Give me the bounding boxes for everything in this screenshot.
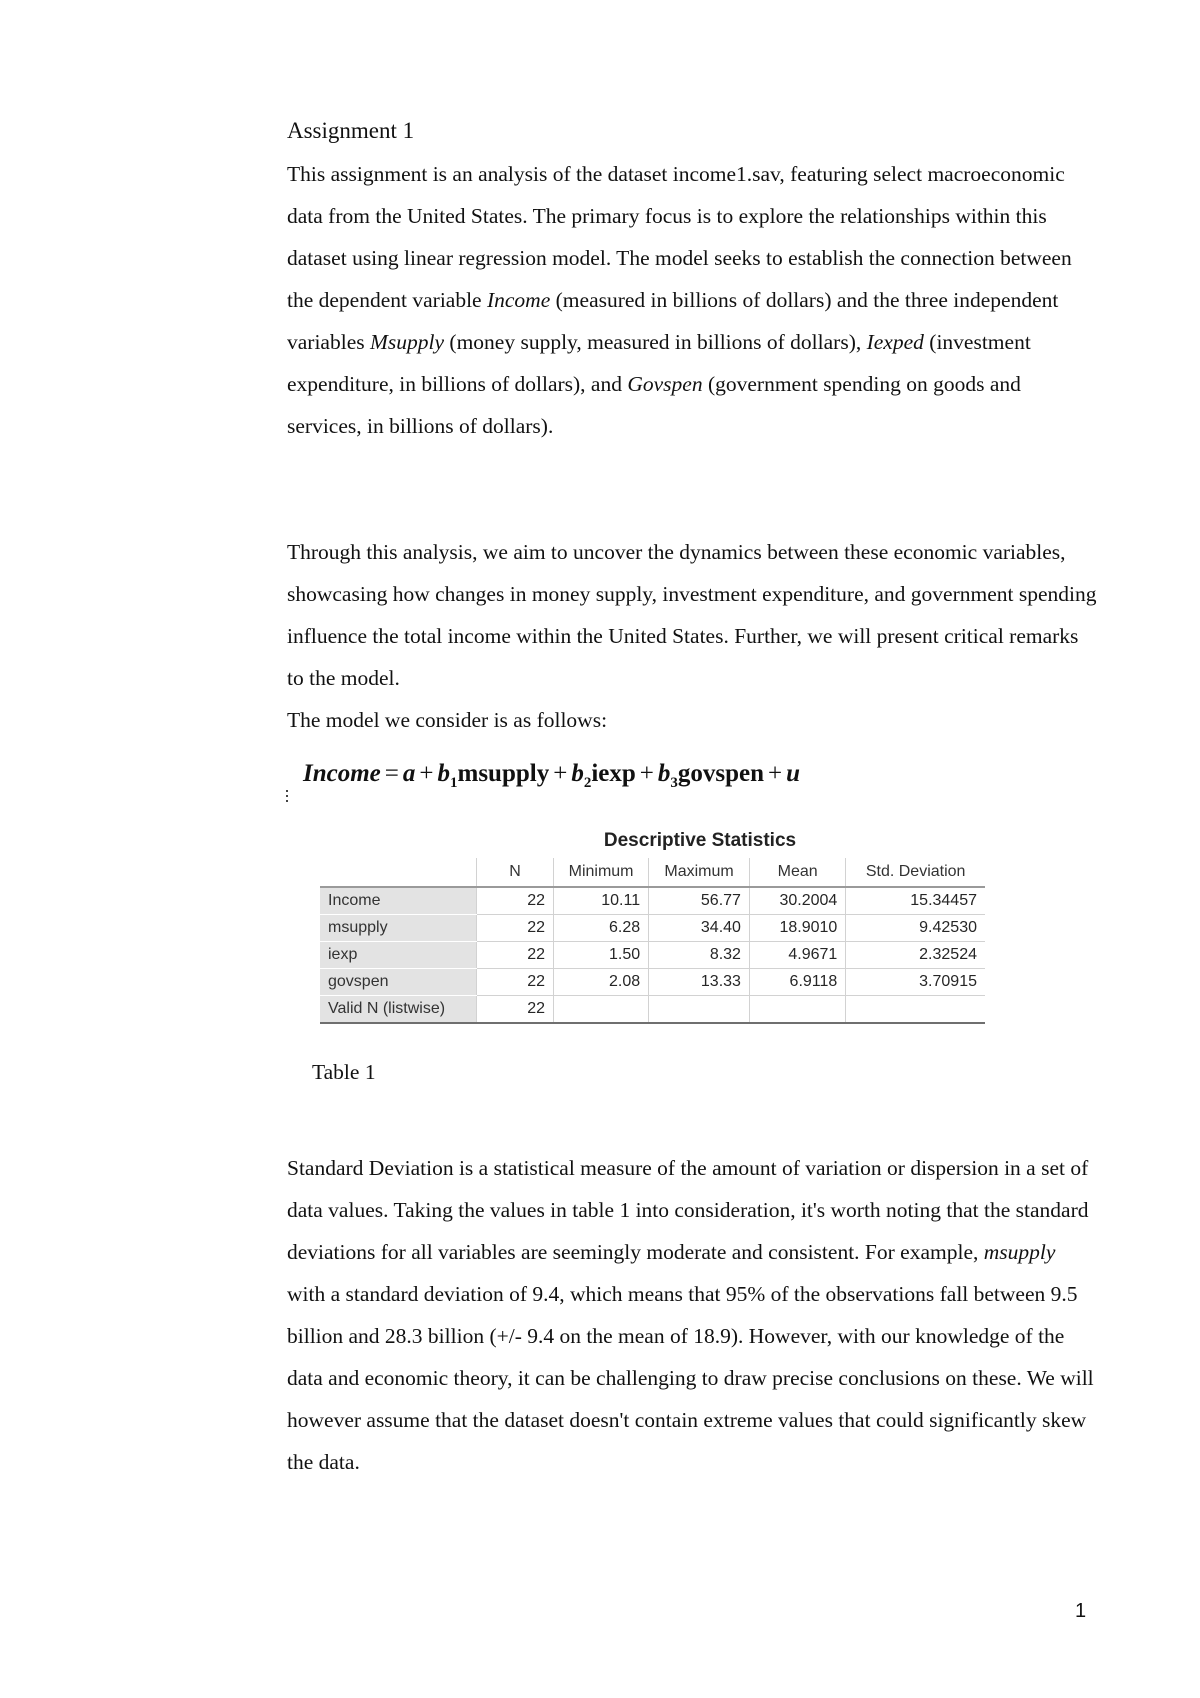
- header-maximum: Maximum: [649, 858, 750, 887]
- cell-mean: 6.9118: [749, 969, 845, 996]
- row-label: iexp: [320, 942, 477, 969]
- cell-n: 22: [477, 887, 554, 915]
- model-intro: The model we consider is as follows:: [287, 708, 608, 732]
- table-row: [320, 915, 985, 942]
- variable-govspen: Govspen: [627, 372, 703, 396]
- row-label: Valid N (listwise): [320, 996, 477, 1024]
- page-number: 1: [1075, 1600, 1087, 1622]
- header-blank: [320, 858, 477, 887]
- cell-maximum: 56.77: [649, 887, 750, 915]
- table-row: [320, 887, 985, 915]
- cell-maximum: 34.40: [649, 915, 750, 942]
- cell-n: 22: [477, 996, 554, 1024]
- table-row: [320, 996, 985, 1024]
- cell-mean: 30.2004: [749, 887, 845, 915]
- header-mean: Mean: [749, 858, 845, 887]
- intro-paragraph: This assignment is an analysis of the dataset income1.sav, featuring select macroeconomic data from the United States. The primary focus is to explore the relationships within this dataset using linear regression model. The model seeks to establish the connection between the dependent variable Income (measured in billions of dollars) and the three independent variables Msupply (money supply, measured in billions of dollars), Iexped (investment expenditure, in billions of dollars), and Govspen (government spending on goods and services, in billions of dollars).: [287, 162, 1072, 438]
- cell-std-deviation: 2.32524: [846, 942, 985, 969]
- cell-minimum: 6.28: [554, 915, 649, 942]
- stats-table: [320, 858, 985, 1024]
- aim-paragraph: Through this analysis, we aim to uncover the dynamics between these economic variables, showcasing how changes in money supply, investment expenditure, and government spending influence the total income within the United States. Further, we will present critical remarks to the model.: [287, 540, 1097, 690]
- variable-income: Income: [486, 288, 551, 312]
- cell-mean: 18.9010: [749, 915, 845, 942]
- variable-iexped: Iexped: [866, 330, 924, 354]
- descriptive-statistics-table: [320, 824, 985, 1024]
- cell-maximum: 13.33: [649, 969, 750, 996]
- table-row: [320, 969, 985, 996]
- cell-n: 22: [477, 942, 554, 969]
- header-minimum: Minimum: [554, 858, 649, 887]
- cell-n: 22: [477, 915, 554, 942]
- cell-std-deviation: 9.42530: [846, 915, 985, 942]
- cell-minimum: 2.08: [554, 969, 649, 996]
- cell-maximum: [649, 996, 750, 1024]
- cell-std-deviation: 15.34457: [846, 887, 985, 915]
- header-n: N: [477, 858, 554, 887]
- cell-maximum: 8.32: [649, 942, 750, 969]
- table-caption: Table 1: [312, 1060, 376, 1084]
- formula-marker: [286, 790, 288, 804]
- cell-minimum: 1.50: [554, 942, 649, 969]
- regression-formula: Income = $a + b_1msupply + b_2iexp$ + $b_3govspen + u$: [303, 760, 801, 791]
- std-deviation-paragraph: Standard Deviation is a statistical measure of the amount of variation or dispersion in a set of data values. Taking the values in table 1 into consideration, it's worth noting that the standard deviations for all variables are seemingly moderate and consistent. For example, msupply with a standard deviation of 9.4, which means that 95% of the observations fall between 9.5 billion and 28.3 billion (+/- 9.4 on the mean of 18.9). However, with our knowledge of the data and economic theory, it can be challenging to draw precise conclusions on these. We will however assume that the dataset doesn't contain extreme values that could significantly skew the data.: [287, 1156, 1094, 1474]
- row-label: govspen: [320, 969, 477, 996]
- cell-std-deviation: [846, 996, 985, 1024]
- cell-minimum: [554, 996, 649, 1024]
- variable-msupply: msupply: [983, 1240, 1056, 1264]
- row-label: msupply: [320, 915, 477, 942]
- cell-mean: 4.9671: [749, 942, 845, 969]
- cell-minimum: 10.11: [554, 887, 649, 915]
- table-row: [320, 942, 985, 969]
- page-title: Assignment 1: [287, 118, 415, 143]
- cell-mean: [749, 996, 845, 1024]
- cell-std-deviation: 3.70915: [846, 969, 985, 996]
- table-title: Descriptive Statistics: [603, 830, 797, 851]
- row-label: Income: [320, 887, 477, 915]
- table-header-row: [320, 858, 985, 887]
- header-std-deviation: Std. Deviation: [846, 858, 985, 887]
- cell-n: 22: [477, 969, 554, 996]
- variable-msupply: Msupply: [369, 330, 445, 354]
